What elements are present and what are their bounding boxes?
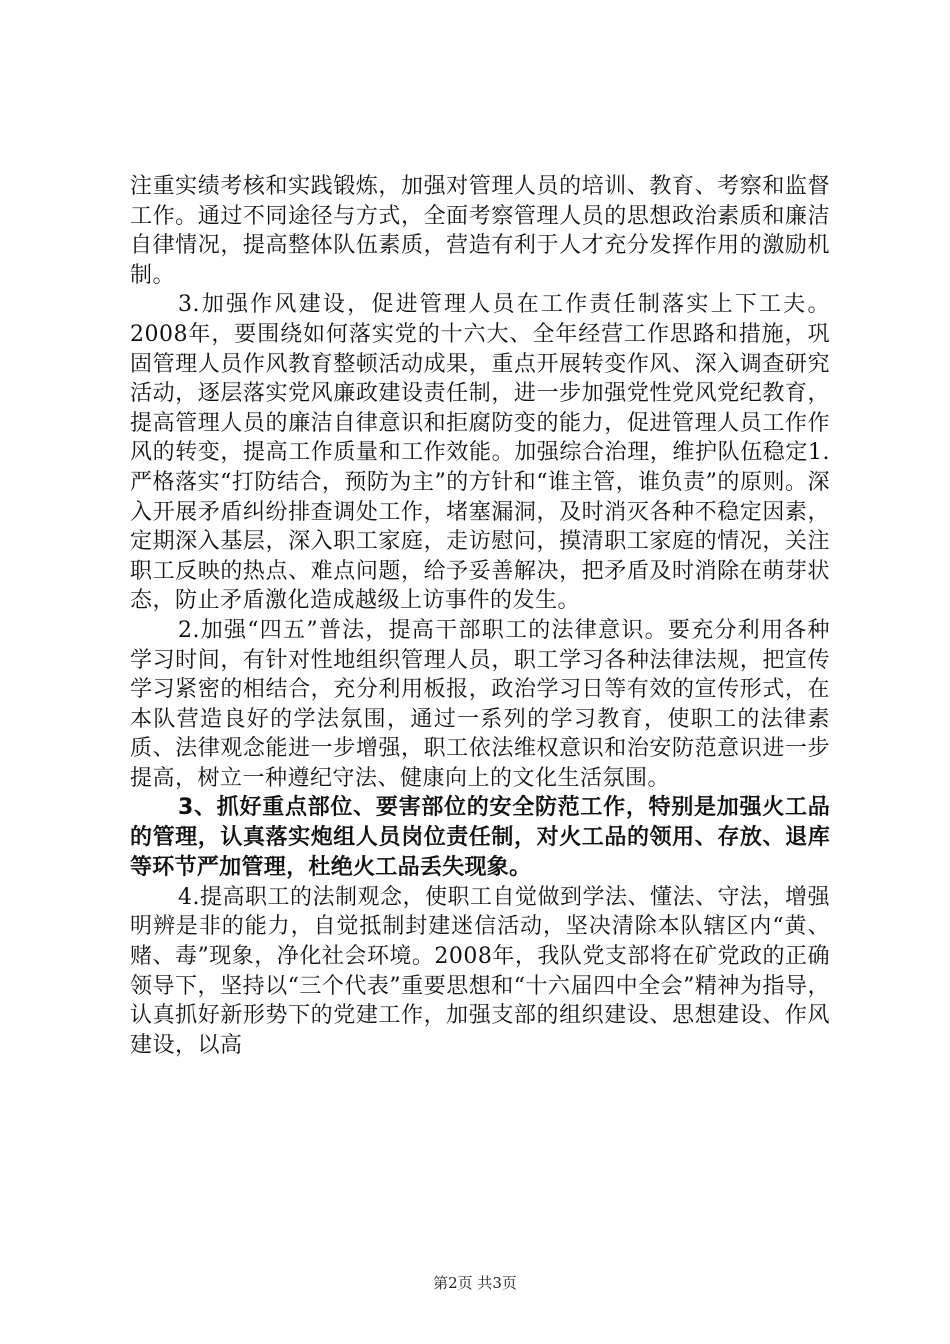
paragraph-item-3-style: 3.加强作风建设，促进管理人员在工作责任制落实上下工夫。2008年，要围绕如何落实党的十六大、全年经营工作思路和措施，巩固管理人员作风教育整顿活动成果，重点开展转变作风、深入调查研究活动，逐层落实党风廉政建设责任制，进一步加强党性党风党纪教育，提高管理人员的廉洁自律意识和拒腐防变的能力，促进管理人员工作作风的转变，提高工作质量和工作效能。加强综合治理，维护队伍稳定1.严格落实“打防结合，预防为主”的方针和“谁主管，谁负责”的原则。深入开展矛盾纠纷排查调处工作，堵塞漏洞，及时消灭各种不稳定因素，定期深入基层，深入职工家庭，走访慰问，摸清职工家庭的情况，关注职工反映的热点、难点问题，给予妥善解决，把矛盾及时消除在萌芽状态，防止矛盾激化造成越级上访事件的发生。 (130, 292, 830, 614)
document-body (130, 172, 830, 1060)
paragraph-item-3-safety: 3、抓好重点部位、要害部位的安全防范工作，特别是加强火工品的管理，认真落实炮组人员岗位责任制，对火工品的领用、存放、退库等环节严加管理，杜绝火工品丢失现象。 (130, 795, 830, 881)
page-number-footer: 第2页 共3页 (433, 1274, 517, 1292)
paragraph-item-2-law: 2.加强“四五”普法，提高干部职工的法律意识。要充分利用各种学习时间，有针对性地组织管理人员，职工学习各种法律法规，把宣传学习紧密的相结合，充分利用板报，政治学习日等有效的宣传形式，在本队营造良好的学法氛围，通过一系列的学习教育，使职工的法律素质、法律观念能进一步增强，职工依法维权意识和治安防范意识进一步提高，树立一种遵纪守法、健康向上的文化生活氛围。 (130, 617, 830, 791)
paragraph-item-4-legal: 4.提高职工的法制观念，使职工自觉做到学法、懂法、守法，增强明辨是非的能力，自觉抵制封建迷信活动，坚决清除本队辖区内“黄、赌、毒”现象，净化社会环境。2008年，我队党支部将在矿党政的正确领导下，坚持以“三个代表”重要思想和“十六届四中全会”精神为指导，认真抓好新形势下的党建工作，加强支部的组织建设、思想建设、作风建设，以高 (130, 884, 830, 1058)
paragraph-continuation: 注重实绩考核和实践锻炼，加强对管理人员的培训、教育、考察和监督工作。通过不同途径与方式，全面考察管理人员的思想政治素质和廉洁自律情况，提高整体队伍素质，营造有利于人才充分发挥作用的激励机制。 (130, 174, 830, 288)
